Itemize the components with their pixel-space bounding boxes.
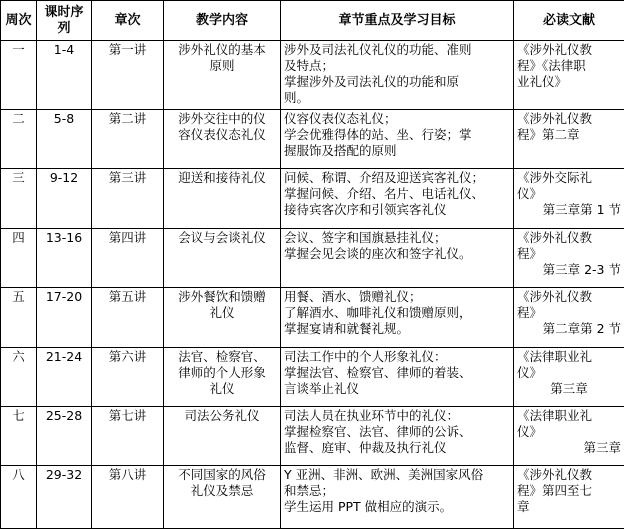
goals-line: 学生运用 PPT 做相应的演示。 bbox=[284, 499, 453, 515]
goals-line: 言谈举止礼仪 bbox=[284, 380, 360, 396]
reading-cell bbox=[514, 347, 624, 406]
header-chapter: 章次 bbox=[92, 1, 164, 41]
topic-line: 涉外餐饮和馈赠 bbox=[178, 289, 266, 305]
reading-cell bbox=[514, 41, 624, 110]
topic-cell bbox=[164, 169, 281, 228]
goals-cell bbox=[281, 466, 514, 529]
topic-line: 迎送和接待礼仪 bbox=[178, 170, 266, 186]
goals-cell bbox=[281, 406, 514, 465]
topic-line: 礼仪 bbox=[209, 305, 235, 321]
reading-line: 第三章第 1 节 bbox=[542, 202, 621, 218]
goals-line: 及特点； bbox=[284, 58, 335, 73]
hours-cell: 9-12 bbox=[37, 169, 92, 228]
chapter-cell: 第二讲 bbox=[92, 109, 164, 168]
goals-line: 了解酒水、咖啡礼仪和馈赠原则， bbox=[284, 305, 472, 321]
goals-line: 掌握会见会谈的座次和签字礼仪。 bbox=[284, 245, 472, 261]
goals-cell bbox=[281, 41, 514, 110]
topic-line: 涉外交往中的仪 bbox=[178, 110, 266, 126]
goals-cell bbox=[281, 288, 514, 347]
week-cell: 八 bbox=[1, 466, 37, 529]
goals-line: 监督、庭审、仲裁及执行礼仪 bbox=[284, 439, 447, 455]
header-row bbox=[1, 1, 624, 41]
reading-line: 第三章 2-3 节 bbox=[542, 261, 621, 277]
goals-line: 接待宾客次序和引领宾客礼仪 bbox=[284, 202, 447, 218]
chapter-cell: 第一讲 bbox=[92, 41, 164, 110]
hours-cell: 1-4 bbox=[37, 41, 92, 110]
reading-line: 《涉外交际礼 bbox=[517, 170, 593, 186]
reading-line: 仪》 bbox=[517, 423, 543, 439]
reading-cell bbox=[514, 109, 624, 168]
topic-line: 司法公务礼仪 bbox=[184, 407, 260, 423]
week-cell: 七 bbox=[1, 406, 37, 465]
reading-line: 第二章第 2 节 bbox=[542, 321, 621, 337]
reading-line: 仪》 bbox=[517, 364, 543, 380]
table-row bbox=[1, 169, 624, 228]
chapter-cell: 第八讲 bbox=[92, 466, 164, 529]
header-reading: 必读文献 bbox=[514, 1, 624, 41]
reading-line: 《涉外礼仪教 bbox=[517, 42, 593, 57]
reading-line: 程》 bbox=[517, 305, 543, 321]
goals-cell bbox=[281, 228, 514, 287]
reading-line: 《涉外礼仪教 bbox=[517, 467, 593, 483]
goals-line: 用餐、酒水、馈赠礼仪； bbox=[284, 289, 422, 305]
topic-cell bbox=[164, 228, 281, 287]
topic-cell bbox=[164, 466, 281, 529]
week-cell: 二 bbox=[1, 109, 37, 168]
chapter-cell: 第七讲 bbox=[92, 406, 164, 465]
table-row bbox=[1, 41, 624, 110]
goals-cell bbox=[281, 347, 514, 406]
reading-line: 《涉外礼仪教 bbox=[517, 289, 593, 305]
goals-line: Y 亚洲、非洲、欧洲、美洲国家风俗 bbox=[284, 467, 484, 483]
reading-line: 第三章 bbox=[583, 439, 621, 455]
chapter-cell: 第五讲 bbox=[92, 288, 164, 347]
hours-cell: 25-28 bbox=[37, 406, 92, 465]
goals-line: 学会优雅得体的站、坐、行姿；掌 bbox=[284, 126, 472, 142]
topic-line: 法官、检察官、 bbox=[178, 348, 266, 364]
reading-line: 《法律职业礼 bbox=[517, 407, 593, 423]
reading-cell bbox=[514, 406, 624, 465]
reading-cell bbox=[514, 169, 624, 228]
goals-line: 掌握检察官、法官、律师的公诉、 bbox=[284, 423, 472, 439]
header-week: 周次 bbox=[1, 1, 37, 41]
reading-line: 《法律职业礼 bbox=[517, 348, 593, 364]
reading-line: 《涉外礼仪教 bbox=[517, 110, 593, 126]
topic-line: 不同国家的风俗 bbox=[178, 467, 266, 483]
hours-cell: 13-16 bbox=[37, 228, 92, 287]
goals-line: 仪容仪表仪态礼仪； bbox=[284, 110, 397, 126]
reading-line: 第三章 bbox=[550, 380, 588, 396]
week-cell: 五 bbox=[1, 288, 37, 347]
header-goals: 章节重点及学习目标 bbox=[281, 1, 514, 41]
reading-line: 程》 bbox=[517, 245, 543, 261]
reading-cell bbox=[514, 466, 624, 529]
goals-cell bbox=[281, 109, 514, 168]
table-row bbox=[1, 228, 624, 287]
goals-line: 涉外及司法礼仪礼仪的功能、准则 bbox=[284, 42, 472, 57]
topic-cell bbox=[164, 41, 281, 110]
goals-line: 掌握涉外及司法礼仪的功能和原 bbox=[284, 74, 460, 89]
table-row bbox=[1, 406, 624, 465]
goals-line: 掌握问候、介绍、名片、电话礼仪、 bbox=[284, 186, 485, 202]
goals-line: 握服饰及搭配的原则 bbox=[284, 142, 397, 158]
reading-line: 程》《法律职 bbox=[517, 58, 586, 73]
header-hours: 课时序列 bbox=[37, 1, 92, 41]
topic-line: 会议与会谈礼仪 bbox=[178, 229, 266, 245]
table-row bbox=[1, 347, 624, 406]
topic-line: 礼仪及禁忌 bbox=[190, 483, 254, 499]
header-topic: 教学内容 bbox=[164, 1, 281, 41]
table-row bbox=[1, 466, 624, 529]
topic-cell bbox=[164, 288, 281, 347]
reading-line: 《涉外礼仪教 bbox=[517, 229, 593, 245]
topic-line: 原则 bbox=[209, 58, 235, 73]
hours-cell: 17-20 bbox=[37, 288, 92, 347]
reading-line: 程》第二章 bbox=[517, 126, 580, 142]
reading-cell bbox=[514, 288, 624, 347]
goals-line: 掌握法官、检察官、律师的着装、 bbox=[284, 364, 472, 380]
topic-line: 容仪表仪态礼仪 bbox=[178, 126, 266, 142]
topic-cell bbox=[164, 109, 281, 168]
goals-line: 司法工作中的个人形象礼仪： bbox=[284, 348, 447, 364]
goals-line: 问候、称谓、介绍及迎送宾客礼仪； bbox=[284, 170, 485, 186]
week-cell: 四 bbox=[1, 228, 37, 287]
goals-line: 则。 bbox=[284, 90, 310, 105]
topic-line: 礼仪 bbox=[209, 380, 235, 396]
table-row bbox=[1, 109, 624, 168]
reading-line: 章 bbox=[517, 499, 530, 515]
chapter-cell: 第六讲 bbox=[92, 347, 164, 406]
reading-line: 仪》 bbox=[517, 186, 543, 202]
topic-cell bbox=[164, 347, 281, 406]
goals-line: 会议、签字和国旗悬挂礼仪； bbox=[284, 229, 447, 245]
table-row bbox=[1, 288, 624, 347]
hours-cell: 21-24 bbox=[37, 347, 92, 406]
goals-line: 掌握宴请和就餐礼规。 bbox=[284, 321, 410, 337]
chapter-cell: 第三讲 bbox=[92, 169, 164, 228]
chapter-cell: 第四讲 bbox=[92, 228, 164, 287]
goals-line: 司法人员在执业环节中的礼仪： bbox=[284, 407, 460, 423]
topic-line: 涉外礼仪的基本 bbox=[178, 42, 266, 57]
topic-cell bbox=[164, 406, 281, 465]
reading-cell bbox=[514, 228, 624, 287]
week-cell: 一 bbox=[1, 41, 37, 110]
hours-cell: 5-8 bbox=[37, 109, 92, 168]
goals-line: 和禁忌； bbox=[284, 483, 335, 499]
reading-line: 程》第四至七 bbox=[517, 483, 593, 499]
topic-line: 律师的个人形象 bbox=[178, 364, 266, 380]
hours-cell: 29-32 bbox=[37, 466, 92, 529]
reading-line: 业礼仪》 bbox=[517, 74, 568, 89]
table-body bbox=[1, 41, 624, 529]
goals-cell bbox=[281, 169, 514, 228]
week-cell: 六 bbox=[1, 347, 37, 406]
week-cell: 三 bbox=[1, 169, 37, 228]
